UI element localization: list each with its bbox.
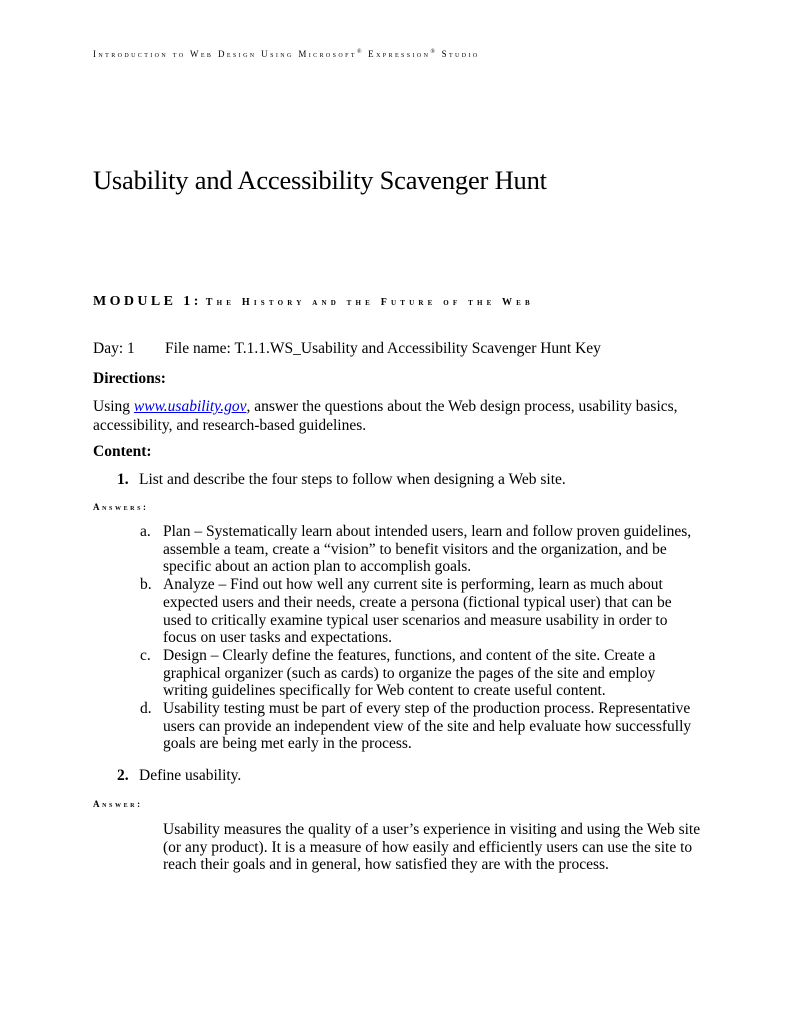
header-text-part: Studio (441, 49, 480, 59)
directions-suffix: , answer the questions about the Web design process, usability basics, accessibility, and research-based guidelines. (93, 398, 678, 434)
answer-letter: b. (140, 576, 152, 594)
answer-text: Plan – Systematically learn about intended users, learn and follow proven guidelines, assemble a team, create a “vision” to benefit visitors and the organization, and be specific about an action plan to accomplish goals. (163, 523, 692, 576)
running-header (93, 49, 480, 59)
document-title: Usability and Accessibility Scavenger Hunt (93, 165, 547, 195)
answer-letter: d. (140, 700, 152, 718)
day-label: Day: 1 (93, 340, 135, 357)
list-item (140, 700, 700, 753)
answer-text: Usability testing must be part of every step of the production process. Representative users can provide an independent view of the site and help evaluate how successfully goals are being met early in the process. (163, 700, 692, 753)
list-item (140, 647, 700, 700)
module-subtitle: The History and the Future of the Web (205, 297, 534, 308)
answer-list (140, 523, 700, 753)
answer-letter: a. (140, 523, 151, 540)
header-text-part: Expression (368, 49, 431, 59)
answer-text: Design – Clearly define the features, functions, and content of the site. Create a graphical organizer (such as cards) to organize the pages of the site and employ writing guidelines specifically for Web content to create useful content. (163, 646, 656, 700)
question-2 (117, 767, 241, 785)
day-line (93, 340, 601, 358)
question-1 (117, 471, 566, 489)
registered-mark: ® (356, 49, 362, 55)
answer-paragraph: Usability measures the quality of a user’s experience in visiting and using the Web site (or any product). It is a measure of how easily and efficiently users can use the site to reach their goals and in general, how satisfied they are with the process. (163, 821, 701, 874)
answer-label: Answer: (93, 799, 143, 809)
answers-label: Answers: (93, 502, 149, 512)
question-number: 2. (117, 767, 129, 784)
header-text-part: Introduction to Web Design Using Microsoft (93, 49, 357, 59)
content-heading: Content: (93, 443, 152, 460)
module-label: MODULE 1: (93, 294, 202, 309)
directions-text (93, 397, 713, 435)
file-name: File name: T.1.1.WS_Usability and Accessibility Scavenger Hunt Key (165, 340, 601, 357)
question-text: List and describe the four steps to follow when designing a Web site. (139, 471, 566, 488)
usability-gov-link[interactable]: www.usability.gov (133, 398, 247, 415)
registered-mark: ® (430, 49, 435, 55)
answer-letter: c. (140, 646, 151, 664)
question-text: Define usability. (139, 767, 242, 784)
answer-text: Analyze – Find out how well any current site is performing, learn as much about expected users and their needs, create a persona (fictional typical user) that can be used to critically examine typical user scenarios and measure usability in order to focus on user tasks and expectations. (163, 576, 672, 647)
directions-prefix: Using (93, 398, 134, 415)
module-heading (93, 285, 534, 312)
directions-heading: Directions: (93, 370, 166, 387)
list-item (140, 523, 700, 576)
list-item (140, 576, 700, 647)
question-number: 1. (117, 471, 129, 488)
